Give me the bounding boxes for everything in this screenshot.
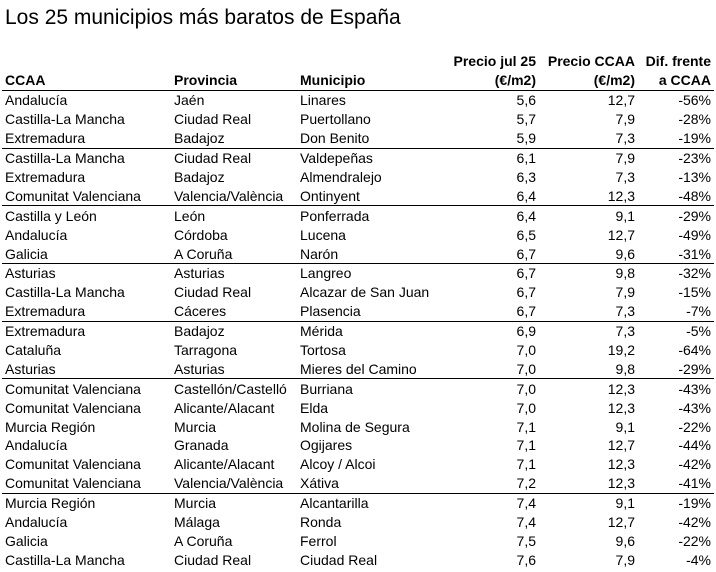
- header-dif: [638, 52, 714, 91]
- cell-dif: -49%: [678, 226, 711, 243]
- cell-dif: -29%: [678, 207, 711, 224]
- cell-dif: -42%: [678, 514, 711, 531]
- cell-precio-ccaa: 9,6: [615, 532, 635, 549]
- table-header: [2, 52, 714, 91]
- header-dif-line1: Dif. frente: [645, 53, 711, 69]
- cell-precio-ccaa: 9,1: [615, 207, 635, 224]
- cell-precio-jul: 5,6: [516, 92, 536, 109]
- cell-provincia: Castellón/Castelló: [174, 380, 287, 397]
- cell-provincia: Ciudad Real: [174, 150, 252, 167]
- cell-precio-ccaa: 12,3: [539, 474, 638, 493]
- cell-precio-ccaa: 12,3: [607, 380, 635, 397]
- cell-precio-jul: 7,1: [516, 418, 536, 435]
- table-row: [2, 302, 714, 321]
- cell-precio-jul: 7,4: [516, 514, 536, 531]
- cell-ccaa: Castilla-La Mancha: [5, 111, 125, 128]
- cell-precio-jul: 7,6: [516, 551, 536, 568]
- cell-ccaa: Castilla y León: [5, 207, 97, 224]
- cell-ccaa: Asturias: [5, 265, 56, 282]
- cell-precio-ccaa: 7,3: [539, 302, 638, 321]
- cell-provincia: Asturias: [174, 265, 225, 282]
- cell-dif: -22%: [678, 532, 711, 549]
- cell-dif: -64%: [678, 342, 711, 359]
- cell-municipio: Narón: [297, 244, 439, 263]
- cell-ccaa: Extremadura: [2, 129, 171, 148]
- cell-dif: -23%: [678, 150, 711, 167]
- table-row: [2, 455, 714, 474]
- header-precio-ccaa-line2: (€/m2): [593, 72, 635, 88]
- cell-dif: -48%: [638, 186, 714, 205]
- cell-dif: -28%: [678, 111, 711, 128]
- cell-provincia: Jaén: [174, 92, 205, 109]
- cell-precio-jul: 6,3: [516, 169, 536, 185]
- table-row: [2, 129, 714, 148]
- header-provincia-label: Provincia: [174, 72, 238, 88]
- cell-ccaa: Extremadura: [5, 323, 86, 340]
- table-row: [2, 513, 714, 532]
- cell-precio-ccaa: 9,8: [539, 359, 638, 378]
- cell-ccaa: Extremadura: [5, 169, 86, 185]
- cell-ccaa: Castilla-La Mancha: [5, 284, 125, 301]
- table-row: [2, 550, 714, 569]
- cell-municipio: Ferrol: [300, 532, 337, 549]
- cell-municipio: Linares: [300, 92, 346, 109]
- table-row: [2, 417, 714, 436]
- cell-municipio: Xátiva: [297, 474, 439, 493]
- header-precio-jul-line2: (€/m2): [494, 72, 536, 88]
- cell-dif: -4%: [686, 551, 711, 568]
- cell-precio-jul: 6,9: [516, 323, 536, 340]
- cell-precio-jul: 7,2: [439, 474, 539, 493]
- cell-precio-ccaa: 12,3: [539, 186, 638, 205]
- cell-precio-ccaa: 12,3: [607, 456, 635, 473]
- cell-precio-jul: 6,5: [516, 226, 536, 243]
- cell-provincia: Badajoz: [171, 129, 297, 148]
- table-row: [2, 321, 714, 340]
- cell-precio-jul: 7,0: [516, 380, 536, 397]
- table-row: [2, 148, 714, 167]
- cell-precio-ccaa: 12,7: [607, 437, 635, 454]
- cell-provincia: Ciudad Real: [174, 111, 252, 128]
- cell-provincia: Badajoz: [174, 323, 225, 340]
- cell-municipio: Valdepeñas: [300, 150, 373, 167]
- cell-municipio: Ontinyent: [297, 186, 439, 205]
- cell-ccaa: Galicia: [2, 244, 171, 263]
- data-table: [2, 52, 714, 569]
- cell-dif: -19%: [678, 495, 711, 512]
- cell-dif: -13%: [678, 169, 711, 185]
- cell-precio-jul: 6,7: [439, 302, 539, 321]
- cell-precio-ccaa: 7,9: [615, 111, 635, 128]
- cell-provincia: Alicante/Alacant: [174, 399, 275, 416]
- header-provincia: [171, 52, 297, 91]
- table-row: [2, 264, 714, 283]
- cell-ccaa: Castilla-La Mancha: [5, 150, 125, 167]
- cell-provincia: Cáceres: [171, 302, 297, 321]
- table-row: [2, 91, 714, 110]
- header-precio-jul: [439, 52, 539, 91]
- header-precio-ccaa-line1: Precio CCAA: [547, 53, 635, 69]
- cell-precio-ccaa: 7,3: [539, 129, 638, 148]
- cell-precio-ccaa: 7,3: [615, 169, 635, 185]
- table-row: [2, 110, 714, 129]
- cell-provincia: Málaga: [174, 514, 220, 531]
- cell-provincia: A Coruña: [171, 244, 297, 263]
- cell-ccaa: Comunitat Valenciana: [5, 380, 141, 397]
- cell-dif: -41%: [638, 474, 714, 493]
- cell-municipio: Almendralejo: [300, 169, 382, 185]
- cell-provincia: Badajoz: [174, 169, 225, 185]
- table-row: [2, 379, 714, 398]
- cell-provincia: Alicante/Alacant: [174, 456, 275, 473]
- cell-municipio: Mérida: [300, 323, 343, 340]
- cell-provincia: A Coruña: [174, 532, 233, 549]
- cell-precio-jul: 7,0: [439, 359, 539, 378]
- cell-ccaa: Andalucía: [5, 226, 68, 243]
- header-municipio: [297, 52, 439, 91]
- cell-dif: -44%: [678, 437, 711, 454]
- cell-dif: -43%: [678, 399, 711, 416]
- cell-precio-ccaa: 12,7: [607, 226, 635, 243]
- cell-ccaa: Comunitat Valenciana: [2, 474, 171, 493]
- cell-dif: -32%: [678, 265, 711, 282]
- cell-precio-ccaa: 12,7: [607, 92, 635, 109]
- cell-dif: -19%: [638, 129, 714, 148]
- cell-municipio: Ciudad Real: [300, 551, 378, 568]
- table-row: [2, 398, 714, 417]
- cell-ccaa: Castilla-La Mancha: [5, 551, 125, 568]
- cell-ccaa: Comunitat Valenciana: [5, 399, 141, 416]
- table-row: [2, 493, 714, 512]
- table-row: [2, 206, 714, 225]
- cell-precio-jul: 6,7: [516, 265, 536, 282]
- header-precio-jul-line1: Precio jul 25: [453, 53, 536, 69]
- cell-municipio: Plasencia: [297, 302, 439, 321]
- cell-provincia: Tarragona: [174, 342, 238, 359]
- table-row: [2, 225, 714, 244]
- table-row: [2, 244, 714, 263]
- header-ccaa: [2, 52, 171, 91]
- cell-municipio: Molina de Segura: [300, 418, 410, 435]
- table-row: [2, 283, 714, 302]
- cell-precio-ccaa: 9,1: [615, 418, 635, 435]
- cell-municipio: Don Benito: [297, 129, 439, 148]
- cell-precio-jul: 5,7: [516, 111, 536, 128]
- table-row: [2, 186, 714, 205]
- page-title: Los 25 municipios más baratos de España: [5, 6, 401, 29]
- cell-ccaa: Galicia: [5, 532, 48, 549]
- cell-provincia: Córdoba: [174, 226, 228, 243]
- cell-precio-jul: 7,0: [516, 342, 536, 359]
- cell-precio-jul: 6,4: [439, 186, 539, 205]
- cell-ccaa: Extremadura: [2, 302, 171, 321]
- cell-municipio: Alcoy / Alcoi: [300, 456, 376, 473]
- cell-provincia: Granada: [174, 437, 229, 454]
- table-row: [2, 436, 714, 455]
- cell-municipio: Tortosa: [300, 342, 346, 359]
- cell-ccaa: Cataluña: [5, 342, 62, 359]
- cell-precio-jul: 6,7: [516, 284, 536, 301]
- cell-dif: -29%: [638, 359, 714, 378]
- cell-dif: -42%: [678, 456, 711, 473]
- cell-precio-jul: 6,4: [516, 207, 536, 224]
- cell-dif: -22%: [678, 418, 711, 435]
- header-precio-ccaa: [539, 52, 638, 91]
- cell-ccaa: Andalucía: [5, 92, 68, 109]
- cell-ccaa: Asturias: [2, 359, 171, 378]
- cell-precio-ccaa: 12,7: [607, 514, 635, 531]
- cell-municipio: Ponferrada: [300, 207, 370, 224]
- cell-precio-ccaa: 7,3: [615, 323, 635, 340]
- cell-precio-ccaa: 7,9: [615, 150, 635, 167]
- cell-ccaa: Comunitat Valenciana: [2, 186, 171, 205]
- cell-precio-ccaa: 19,2: [607, 342, 635, 359]
- table-row: [2, 359, 714, 378]
- cell-municipio: Ogijares: [300, 437, 353, 454]
- cell-provincia: Valencia/València: [171, 186, 297, 205]
- cell-municipio: Lucena: [300, 226, 346, 243]
- cell-precio-ccaa: 9,6: [539, 244, 638, 263]
- cell-municipio: Mieres del Camino: [297, 359, 439, 378]
- header-ccaa-label: CCAA: [5, 72, 46, 88]
- cell-precio-jul: 5,9: [439, 129, 539, 148]
- table-row: [2, 168, 714, 187]
- table-row: [2, 341, 714, 360]
- cell-municipio: Burriana: [300, 380, 353, 397]
- cell-municipio: Alcazar de San Juan: [300, 284, 430, 301]
- cell-precio-jul: 7,0: [516, 399, 536, 416]
- cell-municipio: Langreo: [300, 265, 352, 282]
- table-body: [2, 91, 714, 570]
- cell-dif: -43%: [678, 380, 711, 397]
- cell-ccaa: Murcia Región: [5, 495, 96, 512]
- header-row: [2, 52, 714, 91]
- cell-provincia: León: [174, 207, 206, 224]
- cell-precio-jul: 7,1: [516, 456, 536, 473]
- cell-provincia: Asturias: [171, 359, 297, 378]
- cell-dif: -7%: [638, 302, 714, 321]
- cell-ccaa: Andalucía: [5, 514, 68, 531]
- cell-precio-ccaa: 7,9: [615, 551, 635, 568]
- cell-municipio: Elda: [300, 399, 329, 416]
- cell-precio-ccaa: 7,9: [615, 284, 635, 301]
- cell-precio-jul: 7,4: [516, 495, 536, 512]
- cell-ccaa: Murcia Región: [5, 418, 96, 435]
- cell-precio-jul: 7,1: [516, 437, 536, 454]
- cell-provincia: Valencia/València: [171, 474, 297, 493]
- cell-dif: -31%: [638, 244, 714, 263]
- cell-precio-ccaa: 12,3: [607, 399, 635, 416]
- cell-provincia: Murcia: [174, 495, 217, 512]
- table-row: [2, 531, 714, 550]
- cell-provincia: Ciudad Real: [174, 284, 252, 301]
- cell-ccaa: Comunitat Valenciana: [5, 456, 141, 473]
- cell-dif: -15%: [678, 284, 711, 301]
- cell-municipio: Alcantarilla: [300, 495, 369, 512]
- cell-precio-jul: 7,5: [516, 532, 536, 549]
- cell-municipio: Puertollano: [300, 111, 371, 128]
- cell-precio-jul: 6,7: [439, 244, 539, 263]
- cell-precio-ccaa: 9,8: [615, 265, 635, 282]
- cell-municipio: Ronda: [300, 514, 342, 531]
- cell-provincia: Murcia: [174, 418, 217, 435]
- cell-precio-ccaa: 9,1: [615, 495, 635, 512]
- cell-ccaa: Andalucía: [5, 437, 68, 454]
- header-dif-line2: a CCAA: [658, 72, 711, 88]
- cell-dif: -5%: [686, 323, 711, 340]
- table-row: [2, 474, 714, 493]
- header-municipio-label: Municipio: [300, 72, 366, 88]
- cell-provincia: Ciudad Real: [174, 551, 252, 568]
- cell-precio-jul: 6,1: [516, 150, 536, 167]
- cell-dif: -56%: [678, 92, 711, 109]
